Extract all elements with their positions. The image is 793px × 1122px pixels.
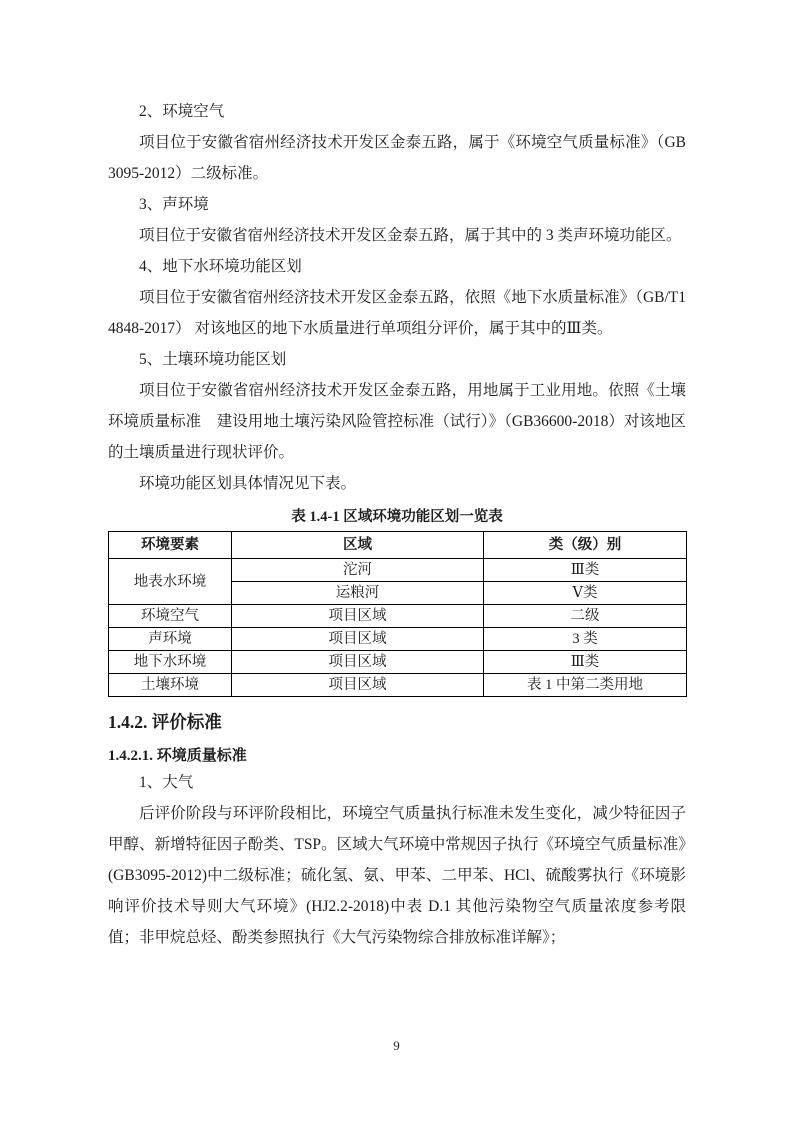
cell-element: 环境空气 (109, 605, 232, 628)
cell-area: 项目区域 (232, 674, 484, 697)
item-heading-air: 2、环境空气 (139, 103, 225, 120)
cell-level: Ⅲ类 (484, 651, 687, 674)
paragraph-evaluation: 后评价阶段与环评阶段相比，环境空气质量执行标准未发生变化，减少特征因子甲醇、新增特征因子酚类、TSP。区域大气环境中常规因子执行《环境空气质量标准》(GB3095-2012)中二级标准；硫化氢、氨、甲苯、二甲苯、HCl、硫酸雾执行《环境影响评价技术导则大气环境》(HJ2.2-2018)中表 D.1 其他污染物空气质量浓度参考限值；非甲烷总烃、酚类参照执行《大气污染物综合排放标准详解》； (108, 805, 686, 946)
item-heading-noise: 3、声环境 (139, 196, 209, 213)
paragraph-groundwater: 项目位于安徽省宿州经济技术开发区金泰五路，依照《地下水质量标准》（GB/T14848-2017） 对该地区的地下水质量进行单项组分评价，属于其中的Ⅲ类。 (108, 289, 686, 337)
cell-level: Ⅴ类 (484, 582, 687, 605)
table-row (109, 674, 687, 697)
header-level: 类（级）别 (484, 532, 687, 559)
section-heading-1421: 1.4.2.1. 环境质量标准 (108, 748, 247, 764)
cell-level: 二级 (484, 605, 687, 628)
env-function-table (108, 531, 687, 697)
cell-element: 声环境 (109, 628, 232, 651)
page-number: 9 (393, 1038, 400, 1053)
header-env-element: 环境要素 (109, 532, 232, 559)
header-area: 区域 (232, 532, 484, 559)
cell-level: Ⅲ类 (484, 559, 687, 582)
item-heading-atmosphere: 1、大气 (139, 774, 194, 791)
cell-level: 表 1 中第二类用地 (484, 674, 687, 697)
cell-area: 项目区域 (232, 651, 484, 674)
cell-element: 地下水环境 (109, 651, 232, 674)
table-row (109, 651, 687, 674)
cell-area: 运粮河 (232, 582, 484, 605)
item-heading-soil: 5、土壤环境功能区划 (139, 351, 287, 368)
cell-level: 3 类 (484, 628, 687, 651)
cell-area: 项目区域 (232, 605, 484, 628)
page-content (108, 96, 686, 953)
cell-area: 项目区域 (232, 628, 484, 651)
paragraph-soil: 项目位于安徽省宿州经济技术开发区金泰五路，用地属于工业用地。依照《土壤环境质量标准 建设用地土壤污染风险管控标准（试行）》（GB36600-2018）对该地区的土壤质量进行现状评价。 (108, 382, 686, 461)
table-header-row (109, 532, 687, 559)
table-caption: 表 1.4-1 区域环境功能区划一览表 (291, 509, 503, 525)
paragraph-see-table: 环境功能区划具体情况见下表。 (139, 475, 357, 492)
cell-element: 土壤环境 (109, 674, 232, 697)
cell-element: 地表水环境 (109, 559, 232, 605)
cell-area: 沱河 (232, 559, 484, 582)
table-row (109, 628, 687, 651)
section-heading-142: 1.4.2. 评价标准 (108, 712, 222, 732)
table-row (109, 559, 687, 582)
item-heading-groundwater: 4、地下水环境功能区划 (139, 258, 302, 275)
table-row (109, 605, 687, 628)
paragraph-air: 项目位于安徽省宿州经济技术开发区金泰五路，属于《环境空气质量标准》（GB3095-2012）二级标准。 (108, 134, 686, 182)
paragraph-noise: 项目位于安徽省宿州经济技术开发区金泰五路，属于其中的 3 类声环境功能区。 (139, 227, 682, 244)
